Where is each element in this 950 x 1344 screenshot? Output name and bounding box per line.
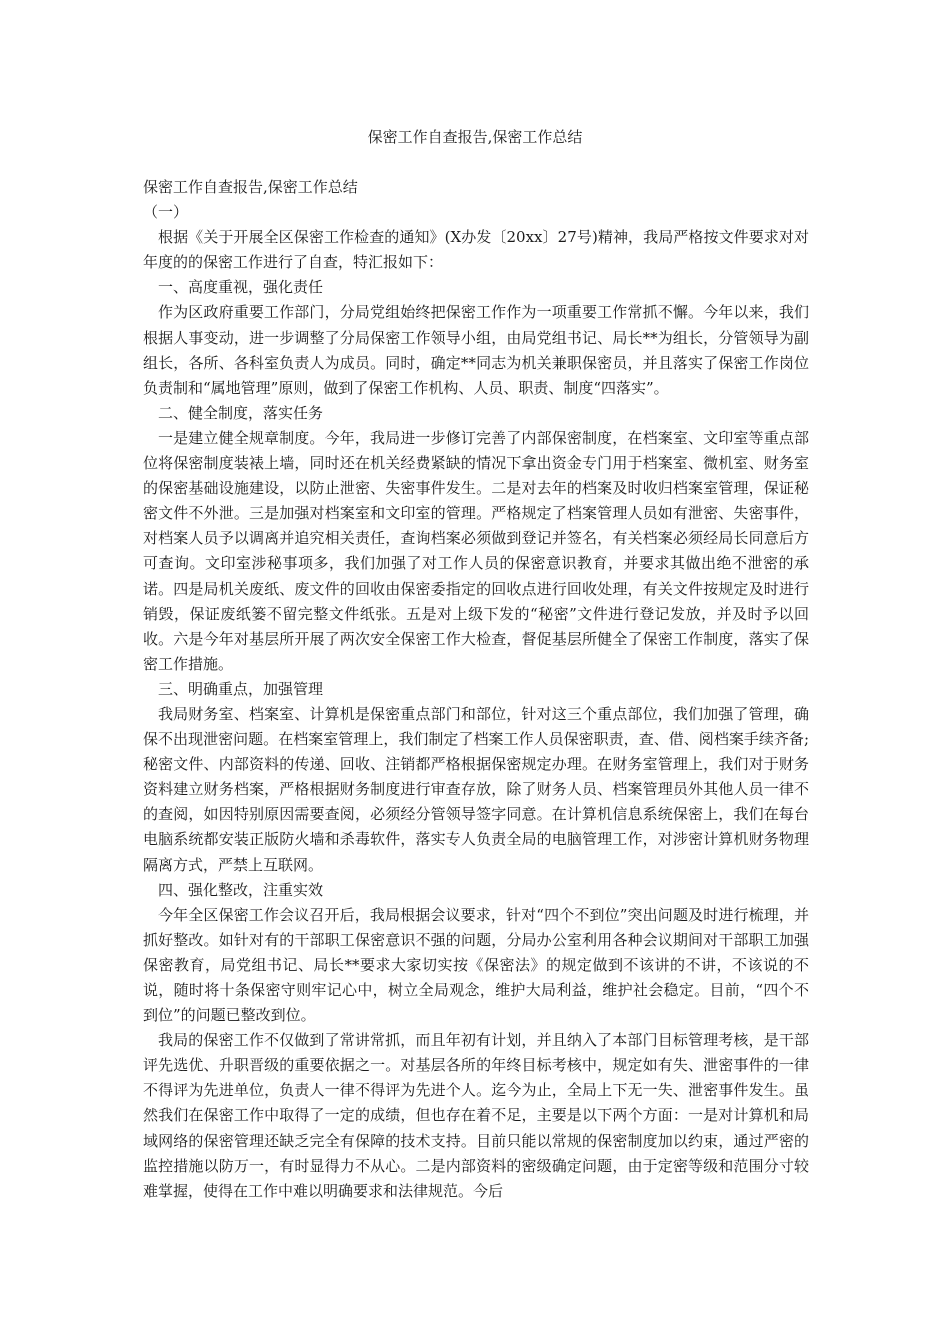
section-2-paragraph: 一是建立健全规章制度。今年，我局进一步修订完善了内部保密制度，在档案室、文印室等重点部位将保密制度装裱上墙，同时还在机关经费紧缺的情况下拿出资金专门用于档案室、微机室、财务室的保密基础设施建设，以防止泄密、失密事件发生。二是对去年的档案及时收归档案室管理，保证秘密文件不外泄。三是加强对档案室和文印室的管理。严格规定了档案管理人员如有泄密、失密事件，对档案人员予以调离并追究相关责任，查询档案必须做到登记并签名，有关档案必须经局长同意后方可查询。文印室涉秘事项多，我们加强了对工作人员的保密意识教育，并要求其做出绝不泄密的承诺。四是局机关废纸、废文件的回收由保密委指定的回收点进行回收处理，有关文件按规定及时进行销毁，保证废纸篓不留完整文件纸张。五是对上级下发的“秘密”文件进行登记发放，并及时予以回收。六是今年对基层所开展了两次安全保密工作大检查，督促基层所健全了保密工作制度，落实了保密工作措施。 <box>143 428 809 673</box>
section-4-paragraph: 今年全区保密工作会议召开后，我局根据会议要求，针对“四个不到位”突出问题及时进行梳理，并抓好整改。如针对有的干部职工保密意识不强的问题，分局办公室利用各种会议期间对干部职工加强保密教育，局党组书记、局长**要求大家切实按《保密法》的规定做到不该讲的不讲，不该说的不说，随时将十条保密守则牢记心中，树立全局观念，维护大局利益，维护社会稳定。目前，“四个不到位”的问题已整改到位。 <box>143 905 809 1025</box>
document-subtitle: 保密工作自查报告,保密工作总结 <box>143 178 358 196</box>
section-2-heading: 二、健全制度，落实任务 <box>158 403 324 422</box>
section-4-heading: 四、强化整改，注重实效 <box>158 880 324 899</box>
closing-paragraph: 我局的保密工作不仅做到了常讲常抓，而且年初有计划，并且纳入了本部门目标管理考核，是干部评先选优、升职晋级的重要依据之一。对基层各所的年终目标考核中，规定如有失、泄密事件的一律不得评为先进单位，负责人一律不得评为先进个人。迄今为止，全局上下无一失、泄密事件发生。虽然我们在保密工作中取得了一定的成绩，但也存在着不足，主要是以下两个方面：一是对计算机和局域网络的保密管理还缺乏完全有保障的技术支持。目前只能以常规的保密制度加以约束，通过严密的监控措施以防万一，有时显得力不从心。二是内部资料的密级确定问题，由于定密等级和范围分寸较难掌握，使得在工作中难以明确要求和法律规范。今后 <box>143 1031 809 1200</box>
document-body <box>143 175 809 1204</box>
part-mark: （一） <box>143 203 189 222</box>
intro-paragraph: 根据《关于开展全区保密工作检查的通知》(X办发〔20xx〕27号)精神，我局严格按文件要求对对年度的的保密工作进行了自查，特汇报如下： <box>143 228 809 272</box>
section-1-heading: 一、高度重视，强化责任 <box>158 278 324 297</box>
section-1-paragraph: 作为区政府重要工作部门，分局党组始终把保密工作作为一项重要工作常抓不懈。今年以来，我们根据人事变动，进一步调整了分局保密工作领导小组，由局党组书记、局长**为组长，分管领导为副组长，各所、各科室负责人为成员。同时，确定**同志为机关兼职保密员，并且落实了保密工作岗位负责制和“属地管理”原则，做到了保密工作机构、人员、职责、制度“四落实”。 <box>143 303 809 397</box>
section-3-paragraph: 我局财务室、档案室、计算机是保密重点部门和部位，针对这三个重点部位，我们加强了管理，确保不出现泄密问题。在档案室管理上，我们制定了档案工作人员保密职责，查、借、阅档案手续齐备;秘密文件、内部资料的传递、回收、注销都严格根据保密规定办理。在财务室管理上，我们对于财务资料建立财务档案，严格根据财务制度进行审查存放，除了财务人员、档案管理员外其他人员一律不的查阅，如因特别原因需要查阅，必须经分管领导签字同意。在计算机信息系统保密上，我们在每台电脑系统都安装正版防火墙和杀毒软件，落实专人负责全局的电脑管理工作，对涉密计算机财务物理隔离方式，严禁上互联网。 <box>143 704 809 874</box>
document-title: 保密工作自查报告,保密工作总结 <box>367 128 583 146</box>
section-3-heading: 三、明确重点，加强管理 <box>158 679 324 698</box>
